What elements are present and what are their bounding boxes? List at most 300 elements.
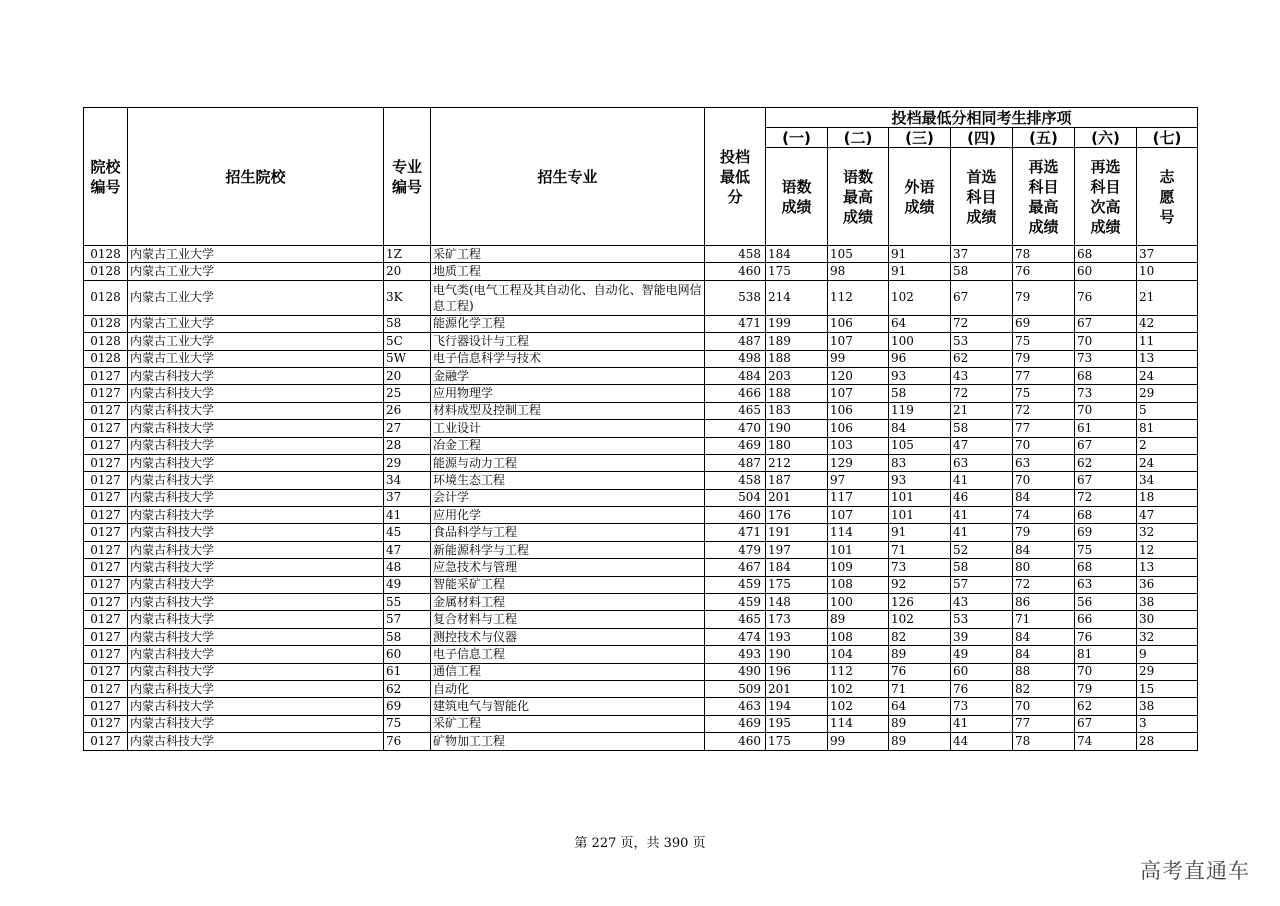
cell-min-score: 458 [705, 472, 766, 489]
cell-chinese-math-max-score: 103 [828, 437, 889, 454]
cell-major-code: 41 [384, 507, 431, 524]
cell-reselect-max-score: 70 [1013, 698, 1075, 715]
cell-reselect-second-score: 66 [1075, 611, 1137, 628]
cell-chinese-math-score: 191 [766, 524, 828, 541]
cell-major-name: 材料成型及控制工程 [431, 402, 705, 419]
header-order-4: (四) [951, 128, 1013, 148]
cell-reselect-second-score: 72 [1075, 489, 1137, 506]
cell-chinese-math-max-score: 112 [828, 280, 889, 315]
table-row [84, 402, 1198, 419]
cell-foreign-language-score: 83 [889, 454, 951, 471]
cell-school-code: 0127 [84, 454, 128, 471]
cell-first-subject-score: 72 [951, 385, 1013, 402]
cell-school-name: 内蒙古科技大学 [128, 559, 384, 576]
header-order-2: (二) [828, 128, 889, 148]
header-first-subject-score: 首选 科目 成绩 [951, 148, 1013, 246]
cell-major-code: 58 [384, 315, 431, 332]
table-row [84, 437, 1198, 454]
cell-school-name: 内蒙古科技大学 [128, 611, 384, 628]
cell-chinese-math-max-score: 114 [828, 524, 889, 541]
cell-major-code: 76 [384, 733, 431, 750]
header-major-name: 招生专业 [431, 108, 705, 246]
cell-min-score: 459 [705, 576, 766, 593]
cell-preference-number: 11 [1137, 333, 1198, 350]
table-row [84, 646, 1198, 663]
cell-major-code: 55 [384, 594, 431, 611]
cell-chinese-math-score: 201 [766, 489, 828, 506]
cell-reselect-max-score: 77 [1013, 715, 1075, 732]
cell-major-name: 金融学 [431, 367, 705, 384]
cell-major-name: 采矿工程 [431, 715, 705, 732]
cell-reselect-max-score: 78 [1013, 733, 1075, 750]
cell-chinese-math-max-score: 100 [828, 594, 889, 611]
cell-school-code: 0128 [84, 333, 128, 350]
cell-school-code: 0127 [84, 663, 128, 680]
cell-school-name: 内蒙古科技大学 [128, 524, 384, 541]
cell-min-score: 469 [705, 715, 766, 732]
cell-major-code: 34 [384, 472, 431, 489]
cell-first-subject-score: 53 [951, 333, 1013, 350]
cell-min-score: 458 [705, 246, 766, 263]
cell-first-subject-score: 43 [951, 594, 1013, 611]
cell-school-code: 0127 [84, 402, 128, 419]
cell-first-subject-score: 41 [951, 715, 1013, 732]
cell-chinese-math-score: 175 [766, 733, 828, 750]
table-row [84, 385, 1198, 402]
cell-major-code: 29 [384, 454, 431, 471]
table-row [84, 454, 1198, 471]
cell-chinese-math-score: 212 [766, 454, 828, 471]
cell-preference-number: 81 [1137, 420, 1198, 437]
cell-reselect-max-score: 63 [1013, 454, 1075, 471]
cell-major-code: 47 [384, 541, 431, 558]
cell-foreign-language-score: 84 [889, 420, 951, 437]
cell-school-code: 0128 [84, 246, 128, 263]
cell-reselect-second-score: 70 [1075, 333, 1137, 350]
cell-major-name: 地质工程 [431, 263, 705, 280]
table-body [84, 246, 1198, 751]
cell-preference-number: 32 [1137, 524, 1198, 541]
table-row [84, 628, 1198, 645]
cell-school-name: 内蒙古工业大学 [128, 246, 384, 263]
cell-min-score: 463 [705, 698, 766, 715]
table-row [84, 420, 1198, 437]
cell-preference-number: 3 [1137, 715, 1198, 732]
cell-major-name: 新能源科学与工程 [431, 541, 705, 558]
table-row [84, 507, 1198, 524]
cell-school-code: 0127 [84, 472, 128, 489]
cell-reselect-second-score: 68 [1075, 367, 1137, 384]
cell-major-name: 飞行器设计与工程 [431, 333, 705, 350]
cell-first-subject-score: 67 [951, 280, 1013, 315]
cell-school-code: 0128 [84, 263, 128, 280]
cell-school-name: 内蒙古科技大学 [128, 733, 384, 750]
cell-preference-number: 47 [1137, 507, 1198, 524]
cell-major-name: 电气类(电气工程及其自动化、自动化、智能电网信息工程) [431, 280, 705, 315]
cell-foreign-language-score: 105 [889, 437, 951, 454]
cell-major-code: 27 [384, 420, 431, 437]
cell-preference-number: 24 [1137, 454, 1198, 471]
cell-chinese-math-score: 195 [766, 715, 828, 732]
cell-school-name: 内蒙古科技大学 [128, 454, 384, 471]
cell-major-code: 26 [384, 402, 431, 419]
cell-preference-number: 38 [1137, 594, 1198, 611]
cell-chinese-math-score: 199 [766, 315, 828, 332]
cell-school-code: 0127 [84, 698, 128, 715]
cell-school-name: 内蒙古科技大学 [128, 715, 384, 732]
cell-school-code: 0127 [84, 524, 128, 541]
cell-min-score: 509 [705, 680, 766, 697]
cell-school-name: 内蒙古科技大学 [128, 628, 384, 645]
cell-chinese-math-max-score: 107 [828, 507, 889, 524]
cell-foreign-language-score: 73 [889, 559, 951, 576]
cell-foreign-language-score: 71 [889, 541, 951, 558]
cell-foreign-language-score: 64 [889, 315, 951, 332]
cell-min-score: 504 [705, 489, 766, 506]
cell-foreign-language-score: 89 [889, 733, 951, 750]
table-row [84, 576, 1198, 593]
cell-chinese-math-score: 188 [766, 350, 828, 367]
table-row [84, 315, 1198, 332]
cell-reselect-max-score: 70 [1013, 437, 1075, 454]
table-row [84, 663, 1198, 680]
cell-school-name: 内蒙古科技大学 [128, 385, 384, 402]
cell-preference-number: 2 [1137, 437, 1198, 454]
cell-reselect-max-score: 72 [1013, 576, 1075, 593]
cell-foreign-language-score: 93 [889, 367, 951, 384]
cell-major-code: 45 [384, 524, 431, 541]
cell-school-name: 内蒙古科技大学 [128, 663, 384, 680]
header-preference-number: 志 愿 号 [1137, 148, 1198, 246]
cell-major-name: 食品科学与工程 [431, 524, 705, 541]
cell-reselect-max-score: 76 [1013, 263, 1075, 280]
cell-first-subject-score: 39 [951, 628, 1013, 645]
cell-school-code: 0127 [84, 594, 128, 611]
cell-school-code: 0127 [84, 507, 128, 524]
cell-preference-number: 13 [1137, 559, 1198, 576]
cell-school-name: 内蒙古科技大学 [128, 680, 384, 697]
cell-chinese-math-score: 148 [766, 594, 828, 611]
cell-chinese-math-score: 189 [766, 333, 828, 350]
table-row [84, 541, 1198, 558]
table-row [84, 263, 1198, 280]
cell-foreign-language-score: 71 [889, 680, 951, 697]
cell-min-score: 487 [705, 454, 766, 471]
cell-min-score: 493 [705, 646, 766, 663]
cell-chinese-math-score: 183 [766, 402, 828, 419]
cell-foreign-language-score: 119 [889, 402, 951, 419]
cell-school-name: 内蒙古科技大学 [128, 646, 384, 663]
cell-school-code: 0127 [84, 715, 128, 732]
cell-major-code: 25 [384, 385, 431, 402]
cell-preference-number: 10 [1137, 263, 1198, 280]
cell-reselect-max-score: 72 [1013, 402, 1075, 419]
cell-school-name: 内蒙古科技大学 [128, 507, 384, 524]
cell-preference-number: 21 [1137, 280, 1198, 315]
cell-preference-number: 29 [1137, 385, 1198, 402]
cell-reselect-second-score: 60 [1075, 263, 1137, 280]
cell-reselect-max-score: 79 [1013, 280, 1075, 315]
cell-major-code: 20 [384, 263, 431, 280]
cell-preference-number: 29 [1137, 663, 1198, 680]
cell-school-code: 0128 [84, 350, 128, 367]
table-row [84, 733, 1198, 750]
cell-preference-number: 18 [1137, 489, 1198, 506]
cell-preference-number: 15 [1137, 680, 1198, 697]
cell-school-name: 内蒙古工业大学 [128, 333, 384, 350]
header-chinese-math-score: 语数 成绩 [766, 148, 828, 246]
cell-chinese-math-score: 175 [766, 263, 828, 280]
cell-reselect-max-score: 80 [1013, 559, 1075, 576]
cell-school-name: 内蒙古工业大学 [128, 315, 384, 332]
cell-school-code: 0127 [84, 367, 128, 384]
cell-school-name: 内蒙古科技大学 [128, 541, 384, 558]
cell-min-score: 465 [705, 402, 766, 419]
cell-chinese-math-score: 190 [766, 420, 828, 437]
cell-min-score: 479 [705, 541, 766, 558]
cell-foreign-language-score: 91 [889, 263, 951, 280]
cell-reselect-second-score: 79 [1075, 680, 1137, 697]
cell-first-subject-score: 76 [951, 680, 1013, 697]
cell-major-name: 复合材料与工程 [431, 611, 705, 628]
cell-chinese-math-score: 214 [766, 280, 828, 315]
cell-school-name: 内蒙古科技大学 [128, 420, 384, 437]
cell-min-score: 460 [705, 507, 766, 524]
cell-min-score: 467 [705, 559, 766, 576]
cell-major-code: 28 [384, 437, 431, 454]
cell-foreign-language-score: 102 [889, 611, 951, 628]
cell-reselect-second-score: 56 [1075, 594, 1137, 611]
watermark-text: 高考直通车 [1140, 859, 1250, 883]
cell-major-name: 会计学 [431, 489, 705, 506]
cell-major-name: 智能采矿工程 [431, 576, 705, 593]
cell-preference-number: 37 [1137, 246, 1198, 263]
cell-chinese-math-max-score: 107 [828, 385, 889, 402]
cell-foreign-language-score: 101 [889, 489, 951, 506]
page-number: 第 227 页，共 390 页 [574, 836, 706, 851]
cell-major-name: 能源化学工程 [431, 315, 705, 332]
cell-major-name: 电子信息工程 [431, 646, 705, 663]
cell-reselect-second-score: 68 [1075, 507, 1137, 524]
cell-chinese-math-max-score: 117 [828, 489, 889, 506]
cell-major-name: 工业设计 [431, 420, 705, 437]
header-school-code: 院校 编号 [84, 108, 128, 246]
cell-min-score: 484 [705, 367, 766, 384]
header-order-7: (七) [1137, 128, 1198, 148]
cell-first-subject-score: 58 [951, 263, 1013, 280]
cell-reselect-max-score: 75 [1013, 385, 1075, 402]
cell-school-code: 0127 [84, 420, 128, 437]
cell-reselect-second-score: 67 [1075, 715, 1137, 732]
cell-chinese-math-max-score: 114 [828, 715, 889, 732]
cell-reselect-second-score: 69 [1075, 524, 1137, 541]
cell-reselect-second-score: 68 [1075, 559, 1137, 576]
cell-foreign-language-score: 64 [889, 698, 951, 715]
table-row [84, 715, 1198, 732]
cell-chinese-math-score: 196 [766, 663, 828, 680]
cell-first-subject-score: 63 [951, 454, 1013, 471]
cell-school-code: 0127 [84, 559, 128, 576]
cell-major-name: 应用化学 [431, 507, 705, 524]
cell-chinese-math-score: 203 [766, 367, 828, 384]
cell-major-name: 冶金工程 [431, 437, 705, 454]
cell-chinese-math-max-score: 89 [828, 611, 889, 628]
cell-first-subject-score: 41 [951, 507, 1013, 524]
cell-first-subject-score: 53 [951, 611, 1013, 628]
cell-reselect-second-score: 74 [1075, 733, 1137, 750]
cell-preference-number: 28 [1137, 733, 1198, 750]
cell-chinese-math-max-score: 97 [828, 472, 889, 489]
header-school-name: 招生院校 [128, 108, 384, 246]
cell-foreign-language-score: 96 [889, 350, 951, 367]
cell-major-code: 49 [384, 576, 431, 593]
cell-min-score: 465 [705, 611, 766, 628]
cell-foreign-language-score: 89 [889, 646, 951, 663]
cell-school-name: 内蒙古科技大学 [128, 576, 384, 593]
table-row [84, 472, 1198, 489]
cell-chinese-math-max-score: 108 [828, 628, 889, 645]
cell-min-score: 538 [705, 280, 766, 315]
cell-school-code: 0128 [84, 280, 128, 315]
cell-chinese-math-max-score: 101 [828, 541, 889, 558]
cell-first-subject-score: 57 [951, 576, 1013, 593]
cell-first-subject-score: 58 [951, 559, 1013, 576]
cell-chinese-math-max-score: 99 [828, 733, 889, 750]
cell-first-subject-score: 21 [951, 402, 1013, 419]
cell-chinese-math-score: 197 [766, 541, 828, 558]
cell-first-subject-score: 41 [951, 524, 1013, 541]
cell-major-name: 建筑电气与智能化 [431, 698, 705, 715]
cell-school-code: 0127 [84, 733, 128, 750]
cell-school-name: 内蒙古科技大学 [128, 698, 384, 715]
cell-first-subject-score: 43 [951, 367, 1013, 384]
cell-chinese-math-score: 175 [766, 576, 828, 593]
cell-major-code: 58 [384, 628, 431, 645]
cell-major-name: 应急技术与管理 [431, 559, 705, 576]
cell-preference-number: 36 [1137, 576, 1198, 593]
cell-chinese-math-max-score: 106 [828, 420, 889, 437]
table-row [84, 680, 1198, 697]
cell-school-name: 内蒙古科技大学 [128, 472, 384, 489]
cell-reselect-max-score: 78 [1013, 246, 1075, 263]
cell-school-code: 0127 [84, 646, 128, 663]
cell-chinese-math-score: 201 [766, 680, 828, 697]
cell-first-subject-score: 37 [951, 246, 1013, 263]
cell-chinese-math-score: 180 [766, 437, 828, 454]
cell-preference-number: 30 [1137, 611, 1198, 628]
table-row [84, 698, 1198, 715]
cell-reselect-max-score: 75 [1013, 333, 1075, 350]
cell-major-name: 采矿工程 [431, 246, 705, 263]
cell-chinese-math-max-score: 107 [828, 333, 889, 350]
cell-reselect-second-score: 67 [1075, 437, 1137, 454]
cell-major-code: 48 [384, 559, 431, 576]
cell-chinese-math-score: 188 [766, 385, 828, 402]
cell-min-score: 470 [705, 420, 766, 437]
cell-first-subject-score: 72 [951, 315, 1013, 332]
cell-school-code: 0127 [84, 611, 128, 628]
cell-preference-number: 42 [1137, 315, 1198, 332]
cell-major-code: 5W [384, 350, 431, 367]
cell-major-code: 62 [384, 680, 431, 697]
cell-preference-number: 34 [1137, 472, 1198, 489]
cell-school-name: 内蒙古工业大学 [128, 350, 384, 367]
cell-chinese-math-max-score: 99 [828, 350, 889, 367]
header-major-code: 专业 编号 [384, 108, 431, 246]
header-foreign-language-score: 外语 成绩 [889, 148, 951, 246]
cell-school-name: 内蒙古科技大学 [128, 367, 384, 384]
cell-reselect-second-score: 73 [1075, 385, 1137, 402]
cell-reselect-second-score: 61 [1075, 420, 1137, 437]
header-order-1: (一) [766, 128, 828, 148]
cell-min-score: 460 [705, 263, 766, 280]
cell-min-score: 474 [705, 628, 766, 645]
cell-school-name: 内蒙古科技大学 [128, 489, 384, 506]
cell-preference-number: 9 [1137, 646, 1198, 663]
cell-major-name: 应用物理学 [431, 385, 705, 402]
cell-school-code: 0127 [84, 628, 128, 645]
cell-reselect-second-score: 75 [1075, 541, 1137, 558]
cell-first-subject-score: 49 [951, 646, 1013, 663]
cell-foreign-language-score: 92 [889, 576, 951, 593]
cell-school-code: 0127 [84, 541, 128, 558]
table-row [84, 350, 1198, 367]
cell-major-name: 电子信息科学与技术 [431, 350, 705, 367]
cell-chinese-math-max-score: 106 [828, 402, 889, 419]
cell-chinese-math-score: 187 [766, 472, 828, 489]
cell-reselect-second-score: 70 [1075, 402, 1137, 419]
cell-major-code: 5C [384, 333, 431, 350]
table-row [84, 367, 1198, 384]
cell-chinese-math-score: 184 [766, 559, 828, 576]
cell-min-score: 498 [705, 350, 766, 367]
cell-major-code: 57 [384, 611, 431, 628]
cell-foreign-language-score: 100 [889, 333, 951, 350]
cell-first-subject-score: 73 [951, 698, 1013, 715]
cell-reselect-second-score: 76 [1075, 280, 1137, 315]
cell-major-code: 61 [384, 663, 431, 680]
cell-min-score: 469 [705, 437, 766, 454]
header-reselect-second-score: 再选 科目 次高 成绩 [1075, 148, 1137, 246]
header-reselect-max-score: 再选 科目 最高 成绩 [1013, 148, 1075, 246]
cell-reselect-max-score: 86 [1013, 594, 1075, 611]
cell-chinese-math-score: 193 [766, 628, 828, 645]
table-row [84, 246, 1198, 263]
cell-reselect-max-score: 71 [1013, 611, 1075, 628]
cell-major-name: 矿物加工工程 [431, 733, 705, 750]
cell-reselect-second-score: 62 [1075, 698, 1137, 715]
cell-chinese-math-max-score: 120 [828, 367, 889, 384]
cell-major-code: 37 [384, 489, 431, 506]
cell-preference-number: 13 [1137, 350, 1198, 367]
cell-chinese-math-max-score: 106 [828, 315, 889, 332]
cell-reselect-max-score: 84 [1013, 541, 1075, 558]
cell-reselect-max-score: 77 [1013, 367, 1075, 384]
cell-foreign-language-score: 58 [889, 385, 951, 402]
cell-reselect-max-score: 79 [1013, 524, 1075, 541]
cell-reselect-second-score: 68 [1075, 246, 1137, 263]
cell-school-code: 0127 [84, 489, 128, 506]
cell-major-code: 75 [384, 715, 431, 732]
header-min-score: 投档 最低 分 [705, 108, 766, 246]
cell-foreign-language-score: 102 [889, 280, 951, 315]
cell-foreign-language-score: 101 [889, 507, 951, 524]
cell-reselect-max-score: 79 [1013, 350, 1075, 367]
cell-major-code: 3K [384, 280, 431, 315]
cell-preference-number: 38 [1137, 698, 1198, 715]
cell-reselect-max-score: 84 [1013, 628, 1075, 645]
cell-first-subject-score: 41 [951, 472, 1013, 489]
